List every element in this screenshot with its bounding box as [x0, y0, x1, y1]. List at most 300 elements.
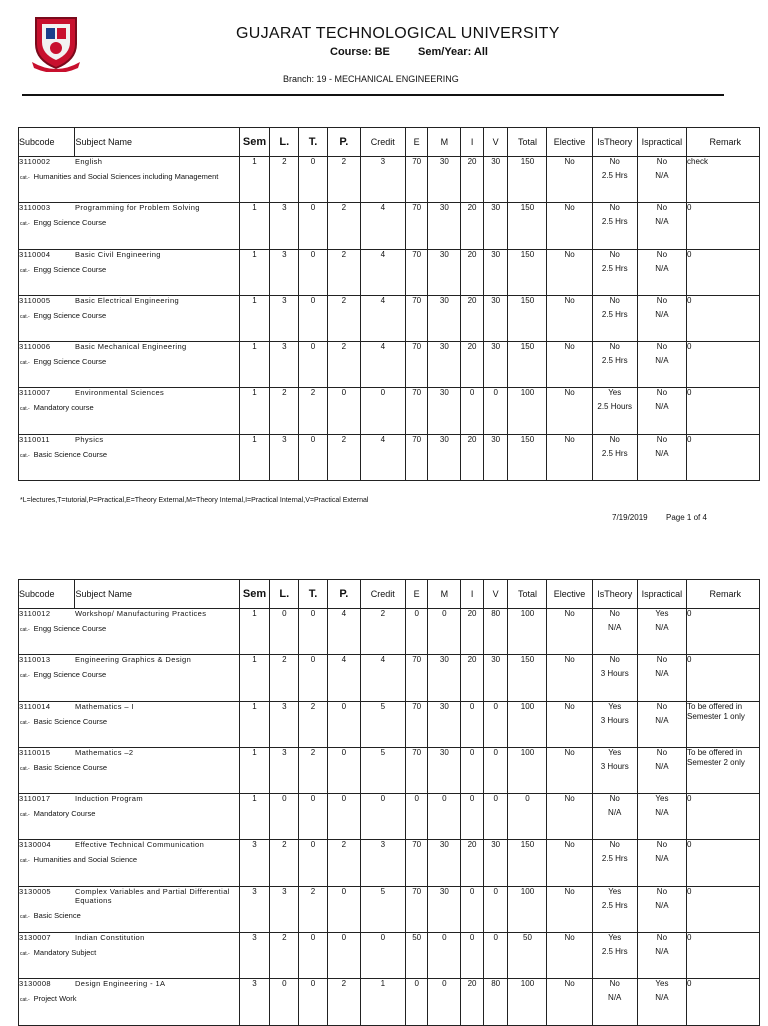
- category-value: Basic Science Course: [33, 716, 108, 726]
- cell-istheory: [592, 840, 637, 886]
- cell-v: 30: [483, 655, 508, 701]
- subject-code: 3110014: [19, 701, 51, 711]
- subject-name: Basic Civil Engineering: [74, 249, 161, 259]
- theory-flag: No: [609, 157, 620, 166]
- cell-credit: 1: [360, 979, 405, 1025]
- print-date: 7/19/2019: [612, 513, 648, 522]
- semyear-label: Sem/Year: All: [418, 46, 488, 58]
- subject-category: [20, 763, 239, 772]
- theory-duration: 2.5 Hrs: [601, 171, 628, 180]
- cell-l: 2: [270, 388, 299, 434]
- cell-remark: To be offered in Semester 1 only: [687, 701, 760, 747]
- cell-t: 2: [299, 886, 328, 932]
- cell-istheory: [592, 933, 637, 979]
- practical-flag: No: [656, 203, 668, 213]
- column-header-elective: Elective: [547, 580, 592, 609]
- practical-flag: Yes: [655, 794, 669, 804]
- cell-elective: No: [547, 747, 592, 793]
- cell-m: 30: [428, 886, 461, 932]
- cell-p: 0: [327, 933, 360, 979]
- subject-name: Effective Technical Communication: [74, 840, 205, 850]
- cell-i: 20: [461, 979, 484, 1025]
- cell-ispractical: [637, 655, 686, 701]
- cell-t: 2: [299, 388, 328, 434]
- subject-name: Design Engineering - 1A: [74, 979, 166, 989]
- cell-l: 3: [270, 295, 299, 341]
- column-header-subject: Subject Name: [75, 128, 239, 157]
- cell-l: 2: [270, 840, 299, 886]
- cell-credit: 5: [360, 701, 405, 747]
- table-row: [19, 295, 760, 341]
- cell-t: 0: [299, 342, 328, 388]
- cell-v: 0: [483, 794, 508, 840]
- category-prefix: cat.-: [19, 913, 30, 920]
- column-header-t: T.: [299, 580, 328, 609]
- category-value: Mandatory course: [33, 403, 94, 413]
- table-row: [19, 157, 760, 203]
- column-header-credit: Credit: [360, 580, 405, 609]
- practical-flag: No: [656, 747, 668, 757]
- cell-l: 0: [270, 794, 299, 840]
- cell-elective: No: [547, 886, 592, 932]
- cell-credit: 5: [360, 747, 405, 793]
- subject-code: 3130008: [19, 979, 51, 989]
- cell-istheory: [592, 979, 637, 1025]
- subject-name: Mathematics –2: [74, 747, 134, 757]
- cell-i: 20: [461, 249, 484, 295]
- subject-name: Indian Constitution: [74, 933, 145, 943]
- cell-total: 150: [508, 840, 547, 886]
- cell-istheory: [592, 609, 637, 655]
- cell-elective: No: [547, 249, 592, 295]
- table-row: [19, 342, 760, 388]
- cell-v: 0: [483, 701, 508, 747]
- column-header-ispractical: Ispractical: [637, 128, 686, 157]
- cell-l: 3: [270, 342, 299, 388]
- cell-p: 0: [327, 747, 360, 793]
- cell-p: 2: [327, 295, 360, 341]
- cell-m: 30: [428, 157, 461, 203]
- subject-category: [20, 450, 239, 459]
- practical-flag: No: [656, 342, 668, 352]
- cell-credit: 4: [360, 203, 405, 249]
- cell-ispractical: [637, 434, 686, 480]
- theory-flag: Yes: [608, 701, 622, 711]
- cell-m: 0: [428, 979, 461, 1025]
- cell-t: 0: [299, 157, 328, 203]
- theory-duration: 2.5 Hrs: [601, 309, 628, 319]
- cell-p: 2: [327, 249, 360, 295]
- cell-remark: 0: [687, 886, 760, 932]
- cell-i: 20: [461, 840, 484, 886]
- theory-flag: No: [609, 249, 620, 259]
- category-prefix: cat.-: [19, 360, 30, 367]
- cell-t: 0: [299, 794, 328, 840]
- practical-duration: N/A: [655, 448, 669, 458]
- cell-i: 20: [461, 295, 484, 341]
- cell-remark: 0: [687, 933, 760, 979]
- cell-elective: No: [547, 388, 592, 434]
- category-value: Basic Science: [33, 910, 81, 920]
- column-header-p: P.: [327, 580, 360, 609]
- cell-e: 70: [405, 203, 428, 249]
- cell-l: 2: [270, 933, 299, 979]
- cell-remark: 0: [687, 794, 760, 840]
- cell-sem: 1: [239, 794, 270, 840]
- subject-name: Basic Electrical Engineering: [74, 295, 180, 305]
- subject-category: [20, 172, 239, 181]
- cell-t: 0: [299, 979, 328, 1025]
- practical-flag: No: [656, 701, 668, 711]
- table-row: [19, 701, 760, 747]
- theory-flag: No: [609, 609, 620, 618]
- cell-istheory: [592, 388, 637, 434]
- cell-l: 3: [270, 249, 299, 295]
- cell-istheory: [592, 342, 637, 388]
- cell-istheory: [592, 655, 637, 701]
- theory-duration: 3 Hours: [600, 669, 629, 679]
- cell-i: 0: [461, 747, 484, 793]
- cell-ispractical: [637, 295, 686, 341]
- cell-l: 3: [270, 434, 299, 480]
- cell-v: 30: [483, 157, 508, 203]
- cell-l: 2: [270, 655, 299, 701]
- category-prefix: cat.-: [19, 267, 30, 274]
- subject-code: 3110017: [19, 794, 51, 804]
- cell-p: 2: [327, 157, 360, 203]
- cell-elective: No: [547, 203, 592, 249]
- cell-remark: 0: [687, 203, 760, 249]
- cell-m: 30: [428, 249, 461, 295]
- cell-i: 0: [461, 933, 484, 979]
- theory-duration: 2.5 Hours: [597, 402, 633, 412]
- subject-code: 3110015: [19, 747, 51, 757]
- subject-code: 3110005: [19, 295, 51, 305]
- cell-ispractical: [637, 794, 686, 840]
- cell-t: 0: [299, 933, 328, 979]
- table-row: [19, 434, 760, 480]
- theory-duration: 2.5 Hrs: [601, 356, 628, 366]
- cell-e: 70: [405, 157, 428, 203]
- practical-duration: N/A: [655, 854, 669, 864]
- cell-p: 4: [327, 609, 360, 655]
- cell-sem: 1: [239, 249, 270, 295]
- category-prefix: cat.-: [19, 719, 30, 726]
- cell-ispractical: [637, 203, 686, 249]
- cell-i: 20: [461, 342, 484, 388]
- cell-e: 70: [405, 342, 428, 388]
- cell-total: 100: [508, 388, 547, 434]
- cell-ispractical: [637, 157, 686, 203]
- cell-credit: 4: [360, 295, 405, 341]
- table-row: [19, 249, 760, 295]
- cell-e: 0: [405, 979, 428, 1025]
- subject-code: 3110011: [19, 434, 50, 444]
- university-logo: [30, 14, 82, 72]
- subject-name: Mathematics – I: [74, 701, 134, 711]
- subject-name: Induction Program: [74, 794, 144, 804]
- cell-sem: 3: [239, 979, 270, 1025]
- category-value: Engg Science Course: [33, 357, 107, 367]
- category-prefix: cat.-: [19, 812, 30, 819]
- practical-duration: N/A: [655, 808, 669, 818]
- theory-flag: No: [609, 203, 620, 213]
- theory-flag: No: [609, 295, 620, 305]
- cell-sem: 1: [239, 655, 270, 701]
- column-header-total: Total: [508, 128, 547, 157]
- practical-duration: N/A: [655, 217, 669, 227]
- cell-credit: 0: [360, 388, 405, 434]
- subject-code: 3130005: [19, 886, 51, 896]
- category-value: Project Work: [33, 994, 77, 1004]
- branch-label: Branch: 19 - MECHANICAL ENGINEERING: [283, 74, 459, 84]
- cell-l: 3: [270, 203, 299, 249]
- column-header-remark: Remark: [687, 580, 760, 609]
- table-row: [19, 933, 760, 979]
- cell-e: 70: [405, 388, 428, 434]
- practical-duration: N/A: [655, 402, 669, 412]
- theory-flag: No: [609, 840, 620, 850]
- category-value: Engg Science Course: [33, 310, 107, 320]
- cell-elective: No: [547, 979, 592, 1025]
- theory-duration: N/A: [608, 993, 622, 1003]
- cell-total: 100: [508, 979, 547, 1025]
- cell-elective: No: [547, 157, 592, 203]
- cell-total: 150: [508, 249, 547, 295]
- cell-remark: 0: [687, 609, 760, 655]
- column-header-v: V: [483, 580, 508, 609]
- theory-flag: No: [609, 342, 620, 352]
- cell-t: 0: [299, 840, 328, 886]
- cell-credit: 0: [360, 794, 405, 840]
- cell-remark: 0: [687, 342, 760, 388]
- subject-category: [20, 218, 239, 227]
- subject-category: [20, 994, 239, 1003]
- cell-e: 70: [405, 655, 428, 701]
- cell-istheory: [592, 886, 637, 932]
- practical-flag: No: [656, 388, 668, 398]
- theory-flag: No: [609, 434, 620, 444]
- cell-ispractical: [637, 840, 686, 886]
- page-number: Page 1 of 4: [666, 513, 707, 522]
- cell-m: 30: [428, 701, 461, 747]
- cell-e: 70: [405, 886, 428, 932]
- cell-ispractical: [637, 933, 686, 979]
- cell-sem: 1: [239, 342, 270, 388]
- cell-sem: 1: [239, 203, 270, 249]
- practical-duration: N/A: [655, 715, 669, 725]
- subjects-table-page-1: [18, 127, 760, 481]
- cell-v: 30: [483, 203, 508, 249]
- practical-flag: No: [656, 295, 668, 305]
- column-header-subcode: Subcode: [19, 580, 75, 609]
- cell-istheory: [592, 747, 637, 793]
- cell-ispractical: [637, 747, 686, 793]
- theory-duration: N/A: [608, 623, 622, 632]
- cell-p: 0: [327, 886, 360, 932]
- cell-ispractical: [637, 609, 686, 655]
- cell-p: 2: [327, 203, 360, 249]
- table-row: [19, 886, 760, 932]
- cell-credit: 0: [360, 933, 405, 979]
- theory-flag: Yes: [608, 886, 622, 896]
- column-header-m: M: [428, 580, 461, 609]
- cell-v: 30: [483, 840, 508, 886]
- category-prefix: cat.-: [19, 951, 30, 958]
- cell-credit: 5: [360, 886, 405, 932]
- theory-duration: 3 Hours: [600, 761, 629, 771]
- cell-sem: 1: [239, 295, 270, 341]
- cell-v: 80: [483, 609, 508, 655]
- cell-e: 50: [405, 933, 428, 979]
- subject-category: [20, 855, 239, 864]
- cell-i: 20: [461, 655, 484, 701]
- cell-p: 2: [327, 342, 360, 388]
- cell-m: 0: [428, 609, 461, 655]
- cell-credit: 3: [360, 157, 405, 203]
- table-row: [19, 655, 760, 701]
- cell-v: 30: [483, 295, 508, 341]
- cell-t: 2: [299, 701, 328, 747]
- column-header-e: E: [405, 128, 428, 157]
- cell-credit: 2: [360, 609, 405, 655]
- table-header-row: [19, 128, 760, 157]
- cell-e: 0: [405, 609, 428, 655]
- cell-t: 0: [299, 295, 328, 341]
- subject-code: 3110007: [19, 388, 51, 398]
- cell-p: 2: [327, 434, 360, 480]
- cell-v: 0: [483, 388, 508, 434]
- subject-code: 3110012: [19, 609, 51, 618]
- cell-l: 3: [270, 886, 299, 932]
- column-header-e: E: [405, 580, 428, 609]
- subject-name: Complex Variables and Partial Differential Equations: [74, 886, 230, 905]
- cell-remark: 0: [687, 249, 760, 295]
- cell-p: 0: [327, 388, 360, 434]
- subject-name: Workshop/ Manufacturing Practices: [74, 609, 207, 618]
- cell-total: 150: [508, 203, 547, 249]
- subject-code: 3110003: [19, 203, 51, 213]
- theory-flag: No: [609, 794, 620, 804]
- university-name: GUJARAT TECHNOLOGICAL UNIVERSITY: [236, 25, 560, 42]
- cell-sem: 3: [239, 886, 270, 932]
- column-header-v: V: [483, 128, 508, 157]
- cell-elective: No: [547, 655, 592, 701]
- cell-v: 30: [483, 434, 508, 480]
- cell-istheory: [592, 794, 637, 840]
- practical-duration: N/A: [655, 947, 669, 957]
- category-value: Engg Science Course: [33, 264, 107, 274]
- cell-e: 70: [405, 434, 428, 480]
- category-prefix: cat.-: [19, 673, 30, 680]
- cell-i: 20: [461, 203, 484, 249]
- cell-sem: 3: [239, 933, 270, 979]
- cell-m: 30: [428, 840, 461, 886]
- cell-p: 4: [327, 655, 360, 701]
- category-value: Mandatory Course: [33, 809, 96, 819]
- cell-elective: No: [547, 794, 592, 840]
- cell-m: 0: [428, 933, 461, 979]
- table-header-row: [19, 580, 760, 609]
- category-prefix: cat.-: [19, 858, 30, 865]
- cell-v: 0: [483, 933, 508, 979]
- subject-category: [20, 911, 239, 920]
- course-line: [330, 46, 488, 58]
- cell-remark: 0: [687, 388, 760, 434]
- cell-istheory: [592, 157, 637, 203]
- practical-duration: N/A: [655, 669, 669, 679]
- column-header-elective: Elective: [547, 128, 592, 157]
- cell-sem: 1: [239, 747, 270, 793]
- cell-v: 80: [483, 979, 508, 1025]
- cell-l: 2: [270, 157, 299, 203]
- theory-duration: N/A: [608, 808, 622, 818]
- category-prefix: cat.-: [19, 406, 30, 413]
- subject-code: 3110013: [19, 655, 51, 665]
- subject-name: Programming for Problem Solving: [74, 203, 200, 213]
- cell-v: 0: [483, 886, 508, 932]
- cell-total: 50: [508, 933, 547, 979]
- cell-istheory: [592, 295, 637, 341]
- cell-credit: 4: [360, 249, 405, 295]
- cell-l: 3: [270, 747, 299, 793]
- cell-m: 30: [428, 434, 461, 480]
- cell-elective: No: [547, 840, 592, 886]
- column-header-istheory: IsTheory: [592, 580, 637, 609]
- cell-l: 0: [270, 979, 299, 1025]
- cell-credit: 3: [360, 840, 405, 886]
- cell-istheory: [592, 701, 637, 747]
- practical-duration: N/A: [655, 623, 669, 632]
- cell-p: 2: [327, 840, 360, 886]
- column-header-l: L.: [270, 580, 299, 609]
- column-header-m: M: [428, 128, 461, 157]
- cell-v: 30: [483, 342, 508, 388]
- column-header-ispractical: Ispractical: [637, 580, 686, 609]
- category-prefix: cat.-: [19, 997, 30, 1004]
- practical-duration: N/A: [655, 171, 669, 180]
- cell-m: 30: [428, 295, 461, 341]
- practical-duration: N/A: [655, 900, 669, 910]
- cell-e: 0: [405, 794, 428, 840]
- category-value: Mandatory Subject: [33, 948, 97, 958]
- cell-p: 0: [327, 701, 360, 747]
- cell-elective: No: [547, 434, 592, 480]
- practical-flag: No: [656, 886, 668, 896]
- practical-duration: N/A: [655, 993, 669, 1003]
- theory-duration: 2.5 Hrs: [601, 448, 628, 458]
- theory-flag: Yes: [608, 388, 622, 398]
- theory-flag: Yes: [608, 933, 622, 943]
- cell-elective: No: [547, 342, 592, 388]
- cell-v: 30: [483, 249, 508, 295]
- cell-t: 0: [299, 249, 328, 295]
- subject-name: Physics: [74, 434, 104, 444]
- cell-t: 2: [299, 747, 328, 793]
- cell-remark: To be offered in Semester 2 only: [687, 747, 760, 793]
- cell-total: 100: [508, 747, 547, 793]
- cell-istheory: [592, 249, 637, 295]
- cell-t: 0: [299, 655, 328, 701]
- category-value: Basic Science Course: [33, 449, 108, 459]
- cell-credit: 4: [360, 434, 405, 480]
- subject-code: 3110002: [19, 157, 51, 166]
- table-row: [19, 747, 760, 793]
- category-value: Engg Science Course: [33, 670, 107, 680]
- cell-sem: 1: [239, 701, 270, 747]
- category-value: Humanities and Social Science: [33, 855, 138, 865]
- category-value: Humanities and Social Sciences including Management: [33, 172, 219, 181]
